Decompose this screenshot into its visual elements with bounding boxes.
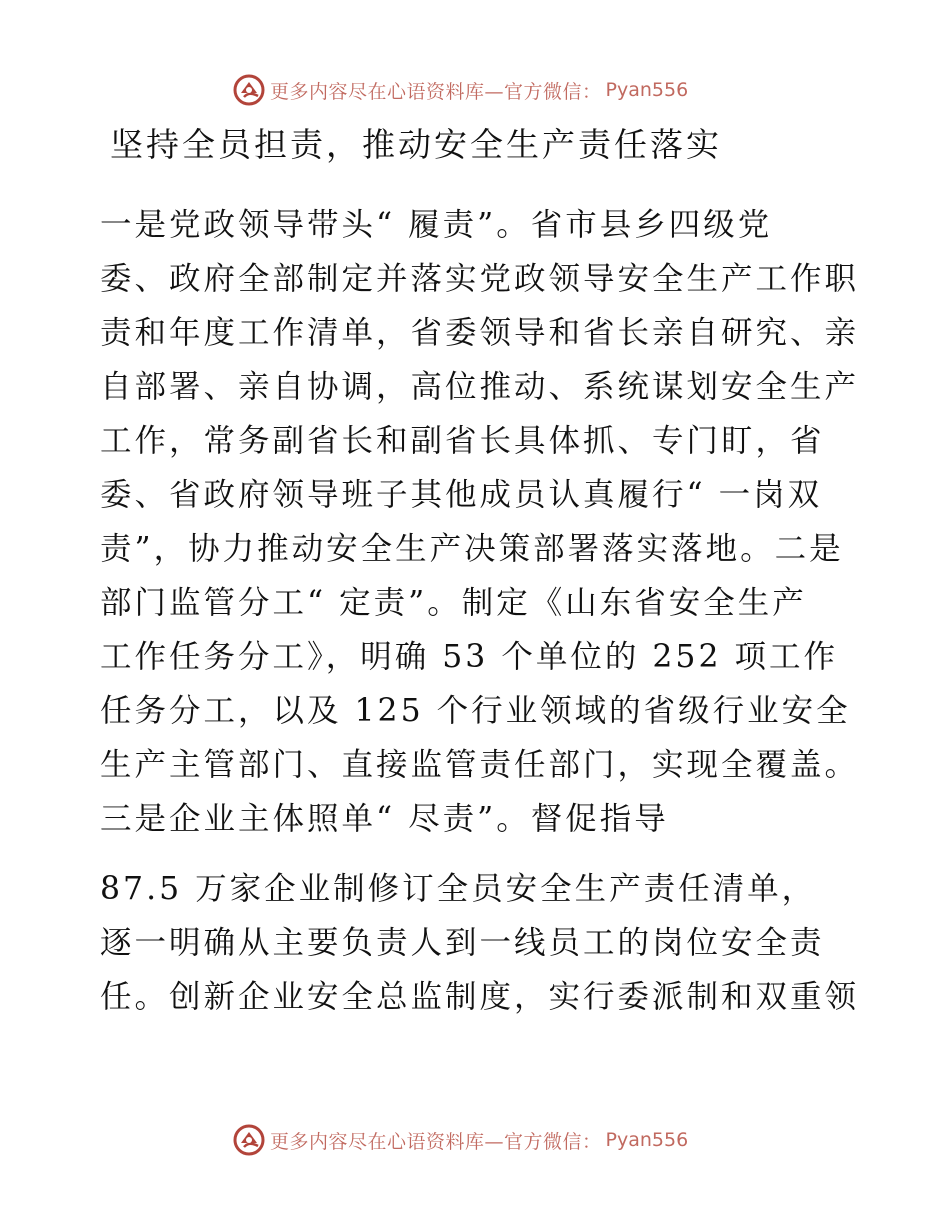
body-line: 委、政府全部制定并落实党政领导安全生产工作职 [100,261,860,297]
body-line: 自部署、亲自协调，高位推动、系统谋划安全生产 [100,369,860,405]
banner-text: 更多内容尽在心语资料库—官方微信： [270,80,602,103]
footer-banner [232,1120,688,1160]
header-banner [232,70,688,110]
document-title: 坚持全员担责，推动安全生产责任落实 [110,125,722,164]
body-line: 工作任务分工》，明确 53 个单位的 252 项工作 [100,639,839,675]
banner-wechat-id: Pyan556 [605,79,689,101]
body-line: 87.5 万家企业制修订全员安全生产责任清单， [100,871,817,907]
body-line: 任务分工，以及 125 个行业领域的省级行业安全 [100,693,851,729]
body-line: 三是企业主体照单“ 尽责”。督促指导 [100,801,669,837]
body-line: 工作，常务副省长和副省长具体抓、专门盯，省 [100,423,825,459]
banner-wechat-id: Pyan556 [605,1129,689,1151]
body-line: 逐一明确从主要负责人到一线员工的岗位安全责 [100,925,825,961]
body-line: 一是党政领导带头“ 履责”。省市县乡四级党 [100,207,773,243]
red-book-logo-icon [232,1123,266,1157]
body-line: 生产主管部门、直接监管责任部门，实现全覆盖。 [100,747,860,783]
body-line: 委、省政府领导班子其他成员认真履行“ 一岗双 [100,477,823,513]
body-line: 部门监管分工“ 定责”。制定《山东省安全生产 [100,585,807,621]
red-book-logo-icon [232,73,266,107]
body-line: 责”，协力推动安全生产决策部署落实落地。二是 [100,531,844,567]
banner-text: 更多内容尽在心语资料库—官方微信： [270,1130,602,1153]
body-line: 任。创新企业安全总监制度，实行委派制和双重领 [100,979,860,1015]
body-line: 责和年度工作清单，省委领导和省长亲自研究、亲 [100,315,860,351]
